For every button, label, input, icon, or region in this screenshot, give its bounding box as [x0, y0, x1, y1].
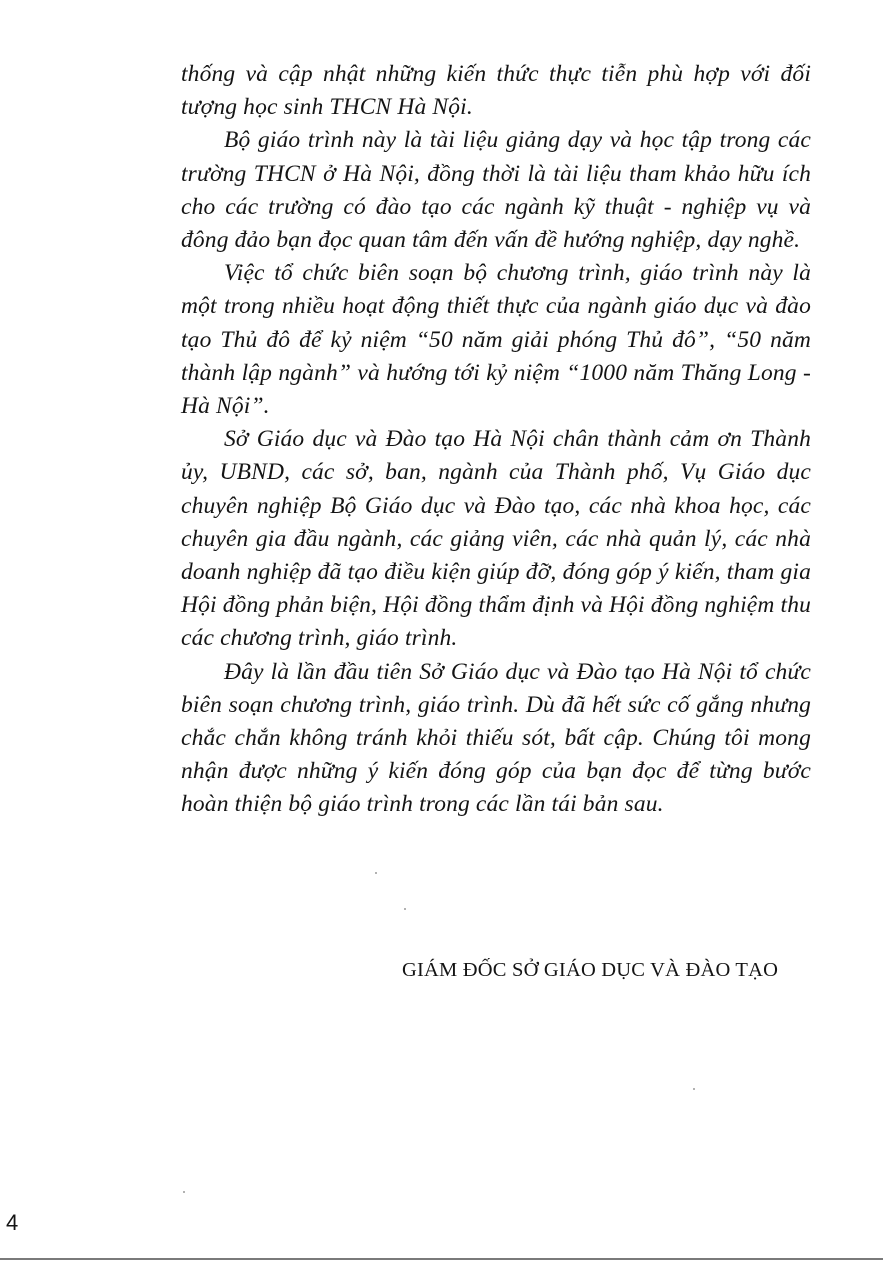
- paragraph-anniversary: Việc tổ chức biên soạn bộ chương trình, giáo trình này là một trong nhiều hoạt động thiết thực của ngành giáo dục và đào tạo Thủ đô để kỷ niệm “50 năm giải phóng Thủ đô”, “50 năm thành lập ngành” và hướng tới kỷ niệm “1000 năm Thăng Long - Hà Nội”.: [181, 260, 811, 420]
- paragraph-textbook-purpose: Bộ giáo trình này là tài liệu giảng dạy và học tập trong các trường THCN ở Hà Nội, đồng thời là tài liệu tham khảo hữu ích cho các trường có đào tạo các ngành kỹ thuật - nghiệp vụ và đông đảo bạn đọc quan tâm đến vấn đề hướng nghiệp, dạy nghề.: [181, 127, 811, 254]
- page-number: 4: [6, 1210, 19, 1235]
- body-text: [181, 58, 811, 822]
- paragraph-continuation: thống và cập nhật những kiến thức thực tiễn phù hợp với đối tượng học sinh THCN Hà Nội.: [181, 61, 811, 121]
- scan-speck: [404, 908, 406, 910]
- signature-title: GIÁM ĐỐC SỞ GIÁO DỤC VÀ ĐÀO TẠO: [402, 959, 779, 981]
- page-bottom-edge: [0, 1258, 883, 1260]
- paragraph-acknowledgements: Sở Giáo dục và Đào tạo Hà Nội chân thành cảm ơn Thành ủy, UBND, các sở, ban, ngành của Thành phố, Vụ Giáo dục chuyên nghiệp Bộ Giáo dục và Đào tạo, các nhà khoa học, các chuyên gia đầu ngành, các giảng viên, các nhà quản lý, các nhà doanh nghiệp đã tạo điều kiện giúp đỡ, đóng góp ý kiến, tham gia Hội đồng phản biện, Hội đồng thẩm định và Hội đồng nghiệm thu các chương trình, giáo trình.: [181, 426, 811, 652]
- scan-speck: [375, 872, 377, 874]
- paragraph-feedback-request: Đây là lần đầu tiên Sở Giáo dục và Đào tạo Hà Nội tổ chức biên soạn chương trình, giáo trình. Dù đã hết sức cố gắng nhưng chắc chắn không tránh khỏi thiếu sót, bất cập. Chúng tôi mong nhận được những ý kiến đóng góp của bạn đọc để từng bước hoàn thiện bộ giáo trình trong các lần tái bản sau.: [181, 658, 811, 818]
- scan-speck: [183, 1191, 185, 1193]
- scan-speck: [693, 1088, 695, 1090]
